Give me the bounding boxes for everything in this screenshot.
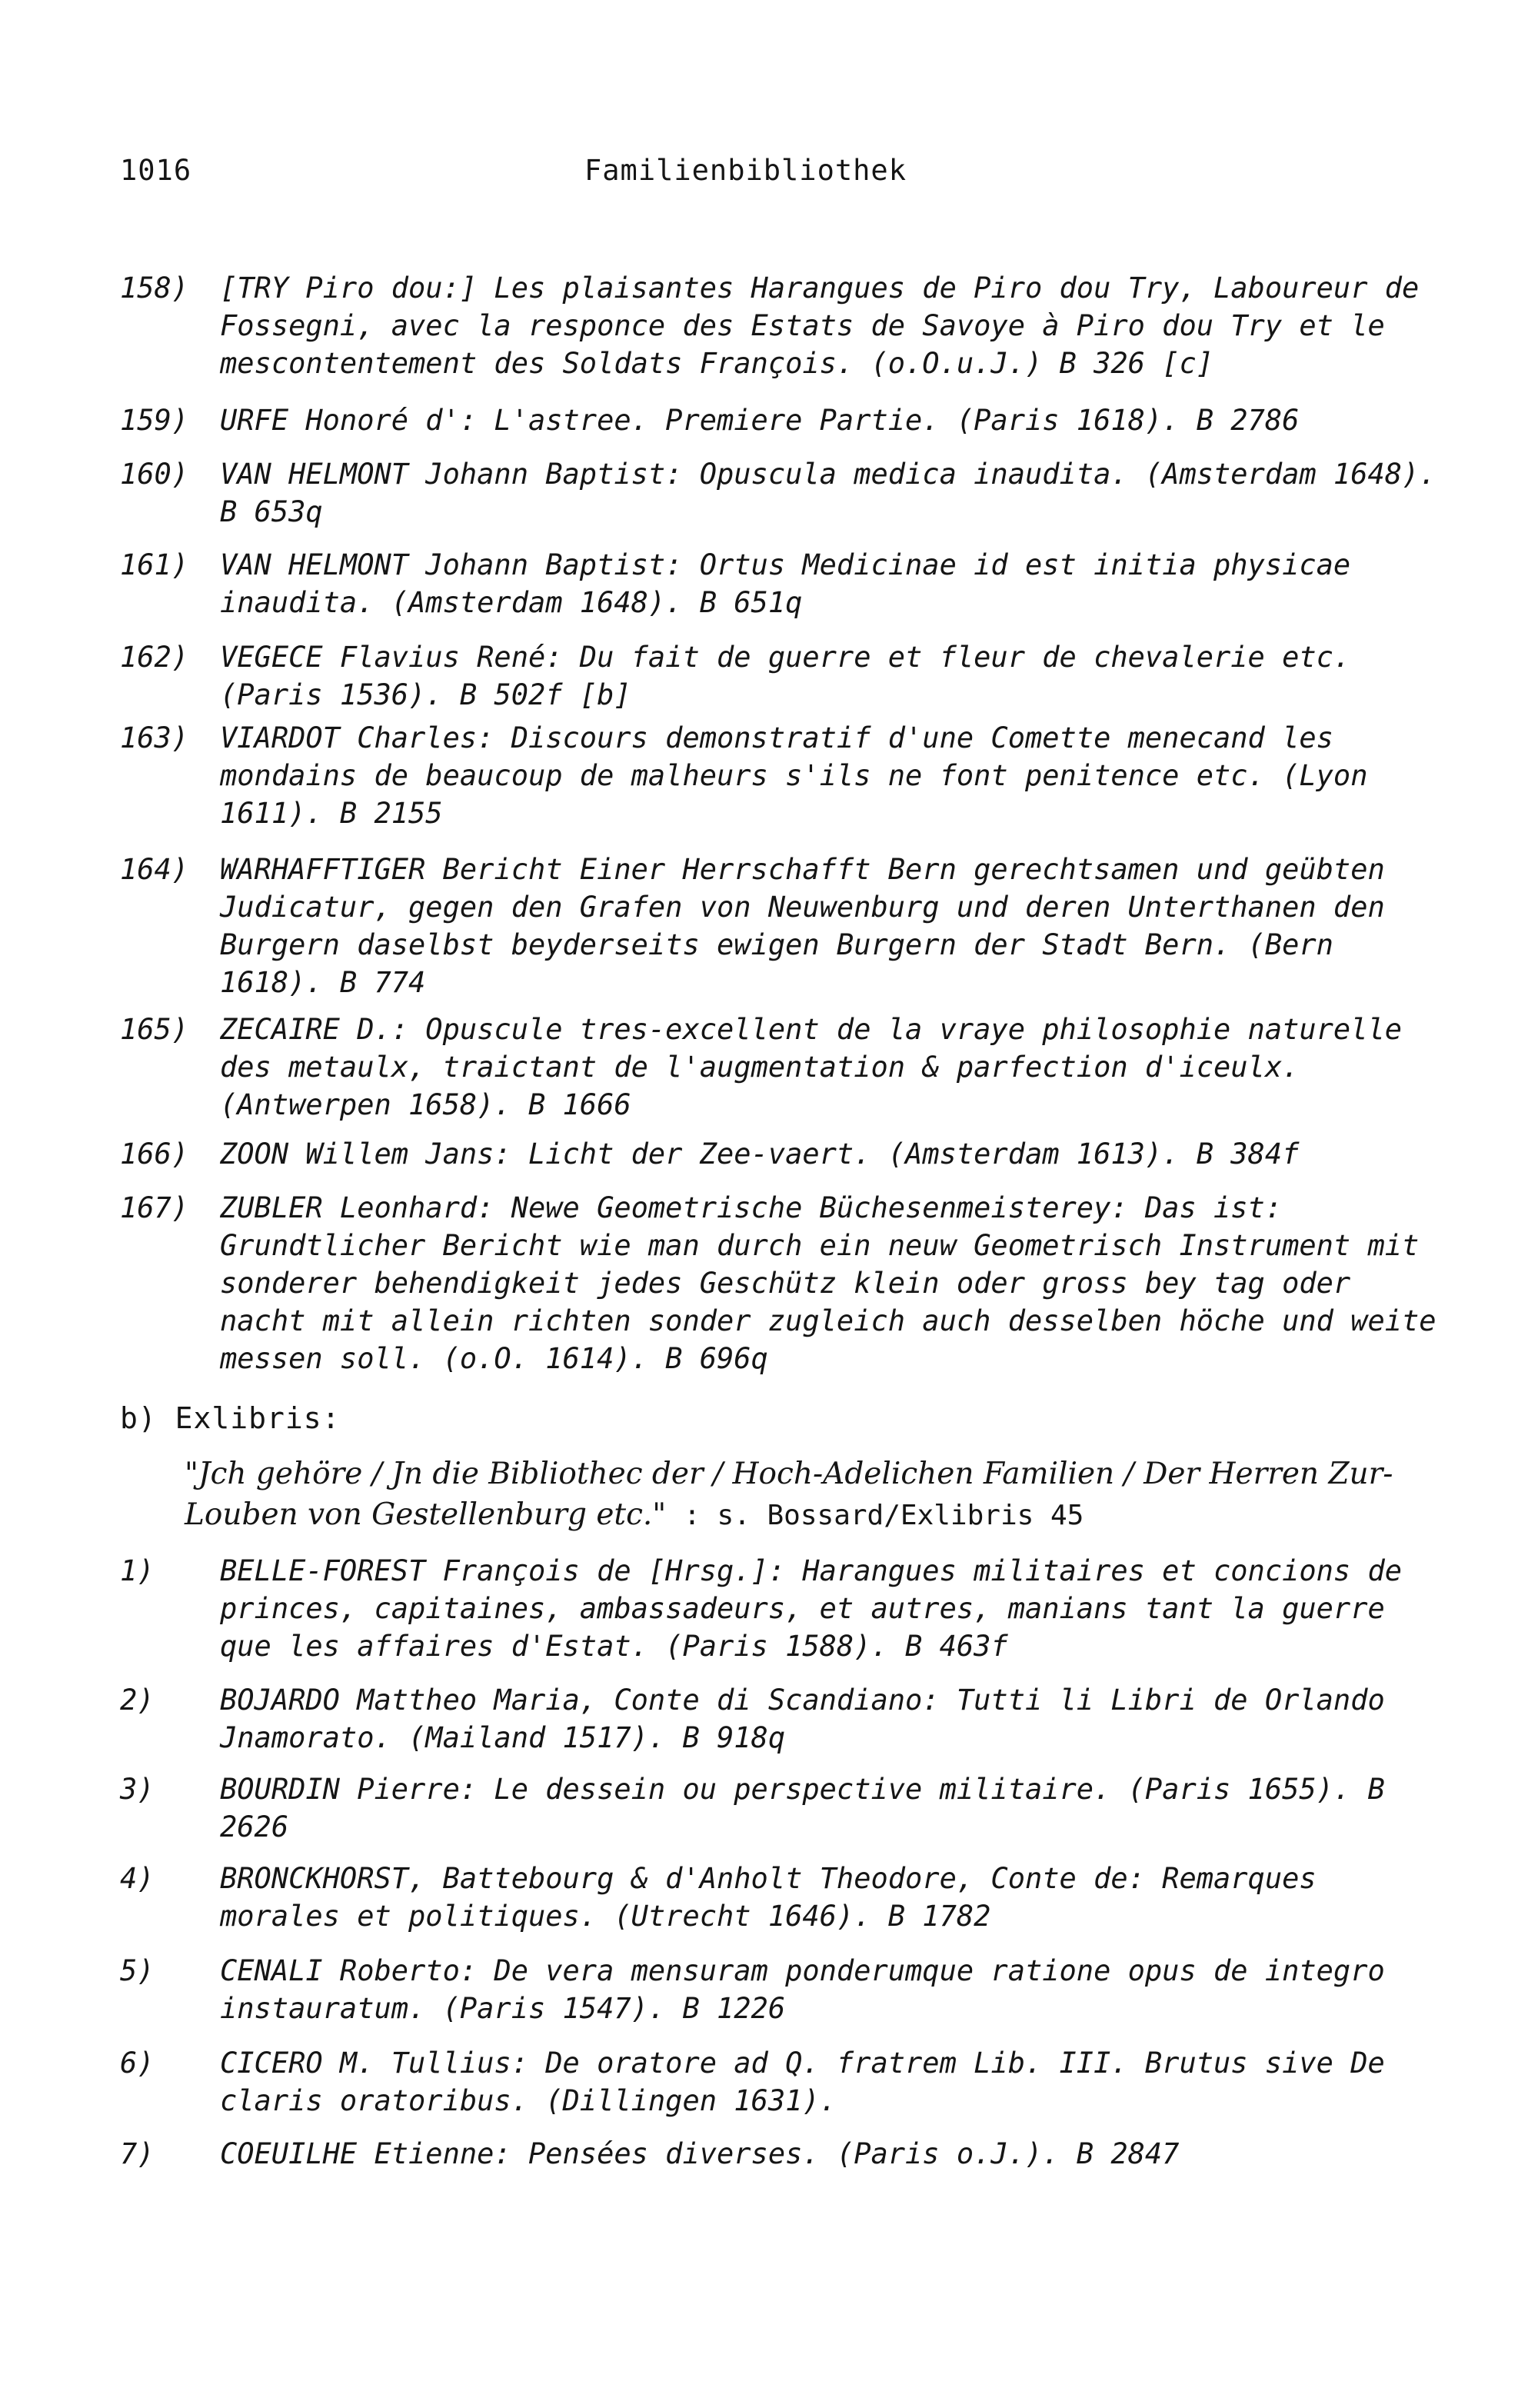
entry-number: 7) — [120, 2137, 155, 2170]
entry-text: WARHAFFTIGER Bericht Einer Herrschafft Bern gerechtsamen und geübten Judicatur, gegen den Grafen von Neuwenburg und deren Unterthanen den Burgern daselbst beyderseits ewigen Burgern der Stadt Bern. (Bern 1618). B 774 — [220, 853, 1385, 999]
entry-text: BOURDIN Pierre: Le dessein ou perspective militaire. (Paris 1655). B 2626 — [220, 1773, 1385, 1843]
entry-number: 4) — [120, 1862, 155, 1895]
entry-number: 164) — [120, 853, 189, 886]
entry-text: URFE Honoré d': L'astree. Premiere Partie. (Paris 1618). B 2786 — [220, 404, 1300, 437]
entry-text: COEUILHE Etienne: Pensées diverses. (Paris o.J.). B 2847 — [220, 2137, 1180, 2170]
entry-number: 3) — [120, 1773, 155, 1806]
entry-text: BELLE-FOREST François de [Hrsg.]: Harangues militaires et concions de princes, capitaines, ambassadeurs, et autres, manians tant la guerre que les affaires d'Estat. (Paris 1588). B 463f — [220, 1554, 1403, 1663]
entry-text: BRONCKHORST, Battebourg & d'Anholt Theodore, Conte de: Remarques morales et politiques. (Utrecht 1646). B 1782 — [220, 1862, 1317, 1933]
entry-number: 158) — [120, 271, 189, 305]
entry-number: 160) — [120, 458, 189, 491]
entry-number: 163) — [120, 721, 189, 754]
entry-text: CENALI Roberto: De vera mensuram ponderumque ratione opus de integro instauratum. (Paris 1547). B 1226 — [220, 1954, 1385, 2025]
entry-number: 161) — [120, 548, 189, 581]
motto-reference: : s. Bossard/Exlibris 45 — [684, 1500, 1084, 1531]
entry-text: VEGECE Flavius René: Du fait de guerre et fleur de chevalerie etc. (Paris 1536). B 502f [b] — [220, 641, 1351, 711]
entry-text: BOJARDO Mattheo Maria, Conte di Scandiano: Tutti li Libri de Orlando Jnamorato. (Mailand 1517). B 918q — [220, 1684, 1385, 1754]
entry-text: [TRY Piro dou:] Les plaisantes Harangues de Piro dou Try, Laboureur de Fossegni, avec la responce des Estats de Savoye à Piro dou Try et le mescontentement des Soldats François. (o.O.u.J.) B 326 [c] — [220, 271, 1420, 380]
motto-quote: "Jch gehöre / Jn die Bibliothec der / Hoch-Adelichen Familien / Der Herren Zur-Louben von Gestellenburg etc." — [185, 1457, 1393, 1532]
entry-text: VIARDOT Charles: Discours demonstratif d'une Comette menecand les mondains de beaucoup de malheurs s'ils ne font penitence etc. (Lyon 1611). B 2155 — [220, 721, 1368, 830]
entry-number: 165) — [120, 1013, 189, 1046]
entry-number: 167) — [120, 1191, 189, 1224]
page-header — [120, 154, 1427, 200]
entry-text: VAN HELMONT Johann Baptist: Opuscula medica inaudita. (Amsterdam 1648). B 653q — [220, 458, 1436, 528]
entry-number: 166) — [120, 1137, 189, 1171]
entry-text: VAN HELMONT Johann Baptist: Ortus Medicinae id est initia physicae inaudita. (Amsterdam 1648). B 651q — [220, 548, 1351, 619]
entry-text: ZECAIRE D.: Opuscule tres-excellent de la vraye philosophie naturelle des metaulx, traictant de l'augmentation & parfection d'iceulx. (Antwerpen 1658). B 1666 — [220, 1013, 1403, 1121]
entry-number: 159) — [120, 404, 189, 437]
entry-number: 2) — [120, 1684, 155, 1717]
entry-number: 1) — [120, 1554, 155, 1587]
entry-number: 6) — [120, 2047, 155, 2080]
entry-text: ZUBLER Leonhard: Newe Geometrische Büchesenmeisterey: Das ist: Grundtlicher Bericht wie man durch ein neuw Geometrisch Instrument mit sonderer behendigkeit jedes Geschütz klein oder gross bey tag oder nacht mit allein richten sonder zugleich auch desselben höche und weite messen soll. (o.O. 1614). B 696q — [220, 1191, 1436, 1375]
exlibris-motto — [185, 1454, 1461, 1536]
entry-number: 5) — [120, 1954, 155, 1987]
section-heading: b) Exlibris: — [120, 1401, 341, 1435]
entry-number: 162) — [120, 641, 189, 674]
page-number: 1016 — [120, 154, 192, 187]
entry-text: CICERO M. Tullius: De oratore ad Q. fratrem Lib. III. Brutus sive De claris oratoribus. (Dillingen 1631). — [220, 2047, 1385, 2117]
entry-text: ZOON Willem Jans: Licht der Zee-vaert. (Amsterdam 1613). B 384f — [220, 1137, 1300, 1171]
running-title: Familienbibliothek — [584, 154, 907, 187]
